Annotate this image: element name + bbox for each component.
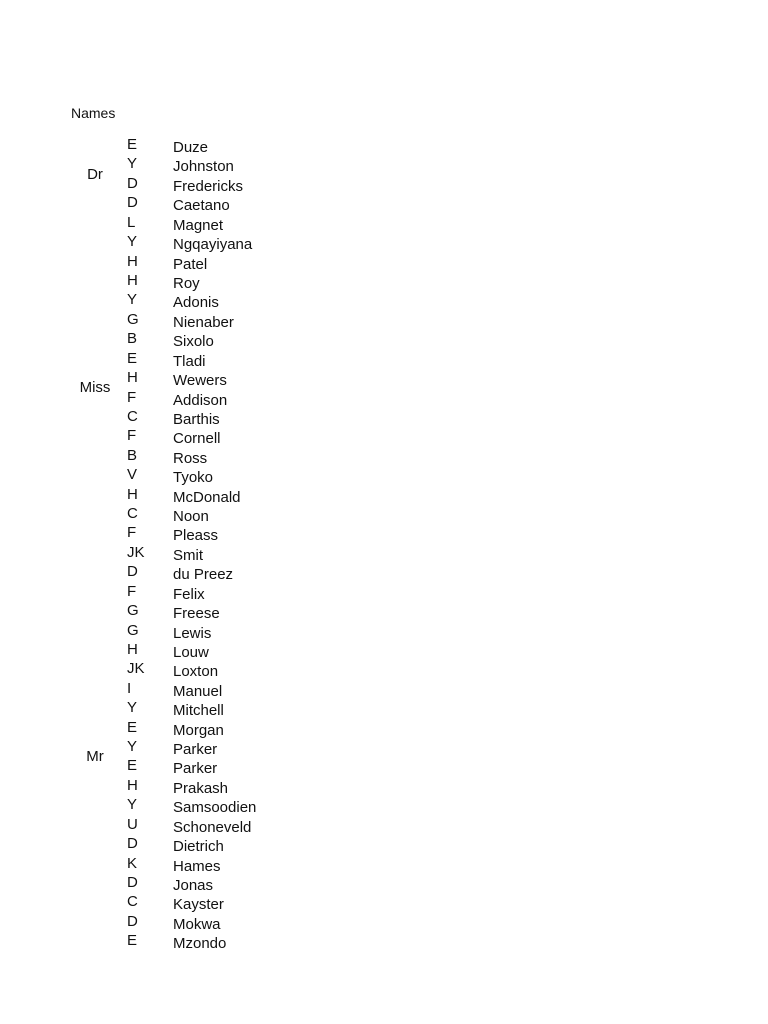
surname-cell: Sixolo [173, 333, 214, 351]
initials-cell: V [127, 466, 138, 484]
name-row [0, 157, 768, 175]
initials-cell: Y [127, 233, 138, 251]
surname-cell: Tladi [173, 352, 206, 370]
initials-cell: H [127, 485, 138, 503]
name-row [0, 679, 768, 700]
name-row [0, 798, 768, 816]
initials-cell: JK [127, 660, 145, 678]
initials-cell: E [127, 136, 138, 153]
name-row [0, 837, 768, 855]
initials-cell: F [127, 427, 137, 445]
surname-cell: Nienaber [173, 313, 234, 331]
surname-cell: du Preez [173, 566, 234, 584]
surname-cell: Patel [173, 255, 208, 273]
surname-cell: Parker [173, 760, 218, 778]
name-row [0, 138, 768, 156]
surname-cell: Duze [173, 139, 209, 156]
name-row [0, 854, 768, 875]
name-row [0, 604, 768, 622]
surname-cell: Johnston [173, 158, 234, 176]
initials-cell: Y [127, 699, 138, 717]
name-row [0, 213, 768, 234]
initials-cell: C [127, 407, 138, 425]
name-row [0, 701, 768, 719]
surname-cell: Adonis [173, 294, 219, 312]
initials-cell: F [127, 388, 137, 406]
surname-cell: Barthis [173, 410, 220, 428]
initials-cell: Y [127, 796, 138, 814]
surname-cell: Kayster [173, 896, 224, 914]
name-row [0, 759, 768, 777]
surname-cell: Manuel [173, 682, 223, 700]
surname-cell: Roy [173, 274, 200, 292]
name-row [0, 310, 768, 331]
name-row [0, 912, 768, 933]
name-row [0, 349, 768, 370]
surname-cell: Louw [173, 643, 209, 661]
initials-cell: H [127, 252, 138, 270]
surname-cell: Hames [173, 857, 221, 875]
name-row [0, 235, 768, 253]
surname-cell: Freese [173, 605, 220, 623]
initials-cell: I [127, 679, 132, 697]
initials-cell: D [127, 874, 138, 891]
surname-cell: Fredericks [173, 177, 244, 195]
initials-cell: H [127, 271, 138, 289]
surname-cell: Jonas [173, 877, 214, 894]
surname-cell: Felix [173, 585, 205, 603]
name-row [0, 640, 768, 661]
surname-cell: Morgan [173, 721, 224, 739]
initials-cell: B [127, 330, 138, 348]
initials-cell: B [127, 446, 138, 464]
initials-cell: D [127, 194, 138, 212]
group-label-mr: Mr [86, 748, 104, 765]
surname-cell: Loxton [173, 663, 219, 681]
initials-cell: F [127, 582, 137, 600]
initials-cell: H [127, 776, 138, 794]
name-row [0, 526, 768, 544]
initials-cell: D [127, 835, 138, 853]
surname-cell: McDonald [173, 488, 241, 506]
initials-cell: U [127, 815, 138, 833]
surname-cell: Mitchell [173, 702, 224, 720]
name-row [0, 388, 768, 409]
surname-cell: Caetano [173, 197, 230, 215]
initials-cell: D [127, 563, 138, 581]
initials-cell: G [127, 621, 139, 639]
name-row [0, 446, 768, 467]
initials-cell: C [127, 893, 138, 911]
initials-cell: Y [127, 155, 138, 173]
name-row [0, 776, 768, 797]
surname-cell: Mokwa [173, 915, 221, 933]
name-row [0, 332, 768, 350]
name-row [0, 718, 768, 739]
initials-cell: E [127, 349, 138, 367]
initials-cell: E [127, 718, 138, 736]
name-row [0, 468, 768, 486]
surname-cell: Noon [173, 508, 209, 525]
name-row [0, 934, 768, 952]
surname-cell: Mzondo [173, 935, 227, 953]
group-label-dr: Dr [87, 166, 103, 183]
surname-cell: Parker [173, 741, 218, 758]
group-label-miss: Miss [79, 379, 111, 396]
initials-cell: C [127, 505, 138, 522]
initials-cell: L [127, 213, 136, 231]
name-row [0, 196, 768, 214]
name-row [0, 565, 768, 583]
name-row [0, 371, 768, 389]
name-row [0, 543, 768, 564]
initials-cell: Y [127, 738, 138, 755]
initials-cell: D [127, 912, 138, 930]
surname-cell: Smit [173, 546, 203, 564]
initials-cell: G [127, 602, 139, 620]
initials-cell: E [127, 757, 138, 775]
names-heading: Names [71, 105, 116, 121]
surname-cell: Addison [173, 391, 228, 409]
name-row [0, 407, 768, 428]
initials-cell: H [127, 369, 138, 386]
surname-cell: Ngqayiyana [173, 236, 253, 254]
name-row [0, 662, 768, 680]
surname-cell: Prakash [173, 779, 229, 797]
initials-cell: H [127, 640, 138, 658]
surname-cell: Pleass [173, 527, 219, 545]
name-row [0, 815, 768, 836]
initials-cell: K [127, 854, 138, 872]
name-row [0, 740, 768, 758]
surname-cell: Dietrich [173, 838, 224, 856]
initials-cell: E [127, 932, 138, 950]
initials-cell: G [127, 310, 139, 328]
surname-cell: Schoneveld [173, 818, 252, 836]
name-row [0, 895, 768, 913]
initials-cell: F [127, 524, 137, 542]
name-row [0, 429, 768, 447]
initials-cell: D [127, 174, 138, 192]
surname-cell: Magnet [173, 216, 224, 234]
surname-cell: Wewers [173, 372, 227, 389]
initials-cell: Y [127, 291, 138, 309]
surname-cell: Samsoodien [173, 799, 257, 817]
name-row [0, 252, 768, 273]
name-row [0, 582, 768, 603]
initials-cell: JK [127, 543, 145, 561]
name-row [0, 485, 768, 506]
name-row [0, 876, 768, 894]
name-row [0, 293, 768, 311]
surname-cell: Cornell [173, 430, 221, 448]
name-row [0, 507, 768, 525]
surname-cell: Tyoko [173, 469, 214, 487]
name-row [0, 271, 768, 292]
surname-cell: Ross [173, 449, 208, 467]
surname-cell: Lewis [173, 624, 212, 642]
name-row [0, 621, 768, 642]
